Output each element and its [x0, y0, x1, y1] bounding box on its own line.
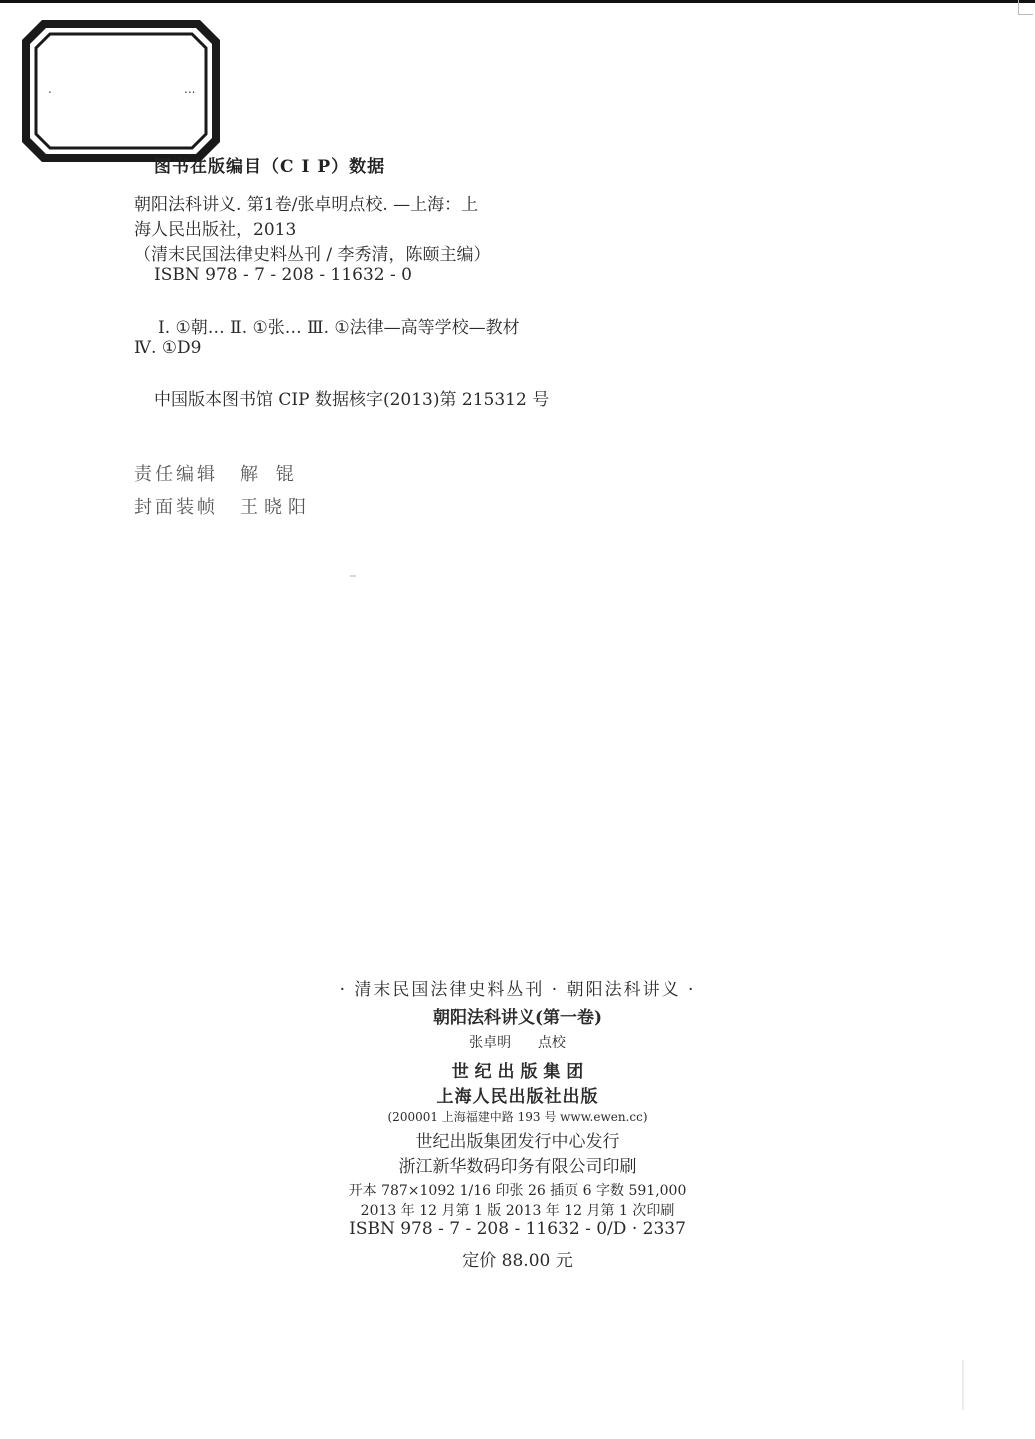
- cip-heading: 图书在版编目（C I P）数据: [154, 157, 386, 177]
- library-label-frame: [22, 20, 220, 162]
- cip-isbn-line: ISBN 978 - 7 - 208 - 11632 - 0: [154, 265, 412, 285]
- credit-row: [134, 493, 312, 519]
- cip-line: 海人民出版社，2013: [134, 220, 297, 240]
- editor-line: 张卓明 点校: [469, 1035, 566, 1051]
- credit-name: 解 锟: [240, 464, 300, 485]
- isbn-line: ISBN 978 - 7 - 208 - 11632 - 0/D · 2337: [349, 1219, 686, 1239]
- printer-line: 浙江新华数码印务有限公司印刷: [398, 1157, 637, 1177]
- scan-speck: [350, 575, 356, 577]
- publishing-group: 世 纪 出 版 集 团: [451, 1062, 584, 1082]
- label-mark-left: .: [48, 82, 52, 96]
- book-title: 朝阳法科讲义(第一卷): [432, 1008, 603, 1028]
- cip-classification-line: Ⅰ. ①朝… Ⅱ. ①张… Ⅲ. ①法律—高等学校—教材: [158, 318, 520, 338]
- scan-edge-mark: [962, 1360, 964, 1410]
- credit-role: 责任编辑: [134, 464, 218, 485]
- cip-line: 朝阳法科讲义. 第1卷/张卓明点校. —上海：上: [134, 195, 479, 215]
- label-mark-right: ...: [184, 82, 196, 96]
- format-line: 开本 787×1092 1/16 印张 26 插页 6 字数 591,000: [348, 1183, 687, 1199]
- address-line: (200001 上海福建中路 193 号 www.ewen.cc): [387, 1110, 648, 1124]
- cip-series-line: （清末民国法律史料丛刊 / 李秀清，陈颐主编）: [134, 245, 491, 265]
- series-line: · 清末民国法律史料丛刊 · 朝阳法科讲义 ·: [339, 980, 696, 1000]
- publisher-line: 上海人民出版社出版: [436, 1087, 599, 1107]
- credit-row: [134, 460, 300, 486]
- page-top-border: [0, 0, 1035, 3]
- distributor-line: 世纪出版集团发行中心发行: [415, 1132, 620, 1152]
- credit-name: 王晓阳: [240, 497, 312, 518]
- scan-corner-mark: [1018, 0, 1033, 15]
- edition-line: 2013 年 12 月第 1 版 2013 年 12 月第 1 次印刷: [360, 1203, 675, 1219]
- price-line: 定价 88.00 元: [462, 1251, 573, 1271]
- credit-role: 封面装帧: [134, 497, 218, 518]
- cip-classification-line: Ⅳ. ①D9: [134, 338, 202, 358]
- cip-record-number: 中国版本图书馆 CIP 数据核字(2013)第 215312 号: [154, 390, 550, 410]
